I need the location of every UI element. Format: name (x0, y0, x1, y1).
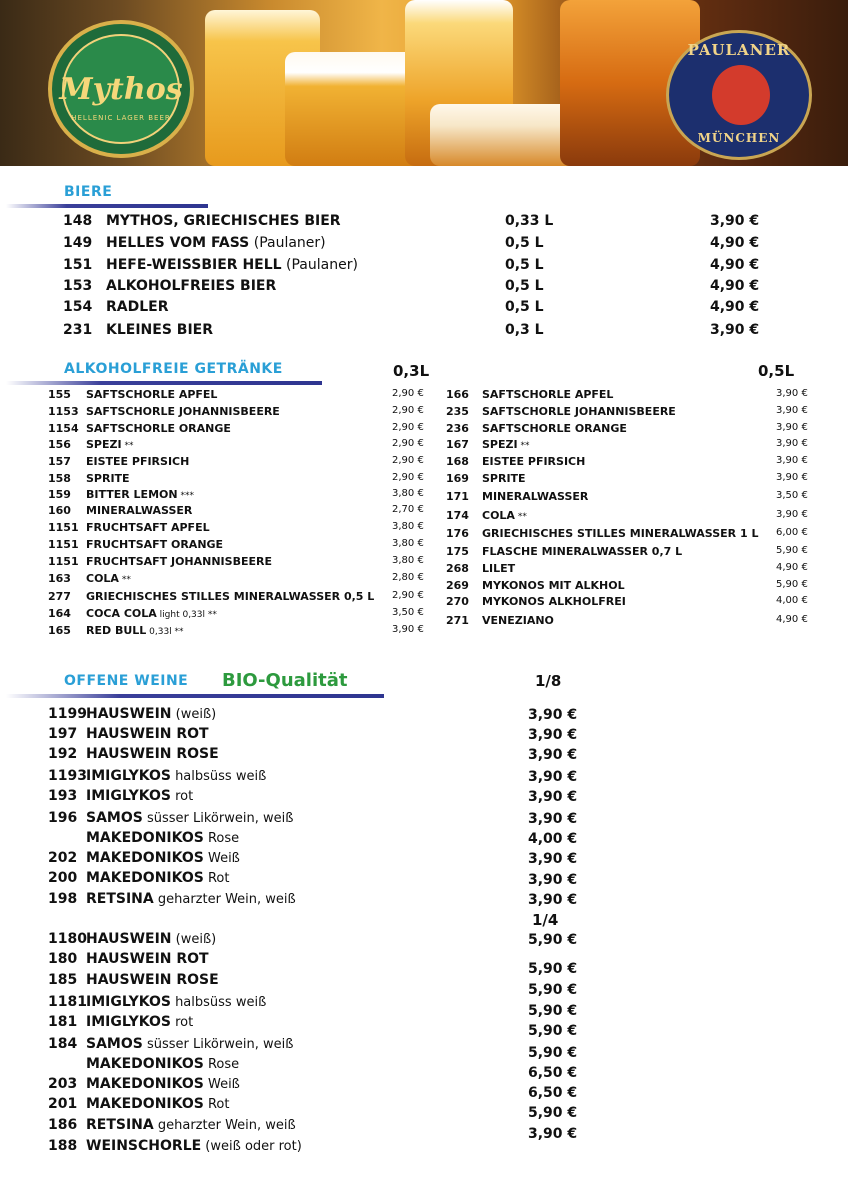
item-price: 3,90 € (392, 624, 424, 635)
item-number: 149 (63, 235, 93, 251)
item-name (86, 422, 231, 435)
item-note: süsser Likörwein, weiß (142, 811, 294, 826)
item-price: 4,90 € (710, 235, 760, 251)
item-price: 3,80 € (392, 521, 424, 532)
wine-quarter-price: 5,90 € (528, 1045, 578, 1061)
wine-quarter-price: 5,90 € (528, 1105, 578, 1121)
item-name (86, 994, 266, 1010)
item-note: ** (121, 441, 134, 451)
item-price: 3,90 € (528, 811, 578, 827)
item-number: 157 (48, 455, 71, 468)
item-name-text: MAKEDONIKOS (86, 830, 204, 846)
item-number: 180 (48, 951, 78, 967)
item-name (86, 951, 209, 967)
item-price: 3,80 € (392, 488, 424, 499)
item-name-text: SAMOS (86, 1036, 143, 1052)
item-number: 163 (48, 572, 71, 585)
item-name (106, 213, 341, 229)
item-price: 4,00 € (776, 595, 808, 606)
item-name (86, 1076, 240, 1092)
item-price: 3,90 € (528, 727, 578, 743)
item-price: 3,90 € (528, 851, 578, 867)
item-price: 2,70 € (392, 504, 424, 515)
item-name (86, 1117, 296, 1133)
item-name (482, 388, 613, 401)
item-name (86, 455, 189, 468)
item-price: 3,90 € (528, 892, 578, 908)
item-name (86, 405, 280, 418)
item-number: 186 (48, 1117, 78, 1133)
item-name (86, 788, 193, 804)
item-price: 2,90 € (392, 455, 424, 466)
bio-quality-label: BIO-Qualität (222, 670, 348, 691)
item-name (86, 590, 374, 603)
item-name-text: MINERALWASSER (86, 504, 193, 517)
item-name (86, 624, 184, 637)
item-name (86, 521, 210, 534)
item-price: 4,90 € (710, 257, 760, 273)
item-price: 4,90 € (710, 278, 760, 294)
item-name-text: RETSINA (86, 1117, 154, 1133)
item-number: 193 (48, 788, 78, 804)
item-price: 4,90 € (776, 614, 808, 625)
item-price: 3,50 € (776, 490, 808, 501)
item-number: 1193 (48, 768, 87, 784)
item-name-text: VENEZIANO (482, 614, 554, 627)
item-number: 1151 (48, 538, 79, 551)
item-name-text: RED BULL (86, 624, 147, 637)
item-name-text: FLASCHE MINERALWASSER 0,7 L (482, 545, 683, 558)
item-number: 153 (63, 278, 93, 294)
item-number: 231 (63, 322, 93, 338)
item-name-text: MAKEDONIKOS (86, 870, 204, 886)
item-number: 203 (48, 1076, 78, 1092)
item-number: 236 (446, 422, 469, 435)
item-note: (weiß) (171, 932, 217, 947)
item-note: halbsüss weiß (170, 995, 267, 1010)
item-number: 269 (446, 579, 469, 592)
item-note: rot (170, 1015, 194, 1030)
wine-quarter-price: 6,50 € (528, 1085, 578, 1101)
item-number: 167 (446, 438, 469, 451)
item-name-text: SAFTSCHORLE APFEL (482, 388, 614, 401)
size-header-eighth: 1/8 (535, 672, 562, 690)
section-divider (6, 204, 208, 208)
item-number: 160 (48, 504, 71, 517)
item-note: Rot (203, 1097, 230, 1112)
item-number: 171 (446, 490, 469, 503)
item-number: 155 (48, 388, 71, 401)
item-name-text: WEINSCHORLE (86, 1138, 202, 1154)
item-name-text: MYKONOS ALKHOLFREI (482, 595, 626, 608)
item-name-text: FRUCHTSAFT JOHANNISBEERE (86, 555, 272, 568)
item-name (106, 235, 326, 251)
item-price: 6,00 € (776, 527, 808, 538)
item-name (86, 706, 216, 722)
item-note: ** (514, 512, 527, 522)
item-number: 148 (63, 213, 93, 229)
item-price: 2,90 € (392, 422, 424, 433)
item-name (86, 830, 239, 846)
item-name (86, 768, 266, 784)
item-name (86, 1138, 302, 1154)
item-name-text: FRUCHTSAFT APFEL (86, 521, 210, 534)
item-name-text: HELLES VOM FASS (106, 235, 250, 251)
item-number: 1180 (48, 931, 87, 947)
item-price: 5,90 € (776, 579, 808, 590)
item-note: (weiß oder rot) (201, 1139, 302, 1154)
item-number: 176 (446, 527, 469, 540)
item-name-text: HAUSWEIN ROSE (86, 746, 219, 762)
item-name-text: SAFTSCHORLE ORANGE (86, 422, 231, 435)
item-number: 200 (48, 870, 78, 886)
beer-mug-image (285, 52, 425, 166)
item-name-text: SPRITE (482, 472, 526, 485)
item-name-text: HAUSWEIN (86, 706, 172, 722)
item-note: geharzter Wein, weiß (153, 1118, 296, 1133)
wine-quarter-price: 3,90 € (528, 1126, 578, 1142)
item-name (482, 527, 758, 540)
item-name-text: IMIGLYKOS (86, 994, 171, 1010)
item-name (86, 388, 217, 401)
item-name-text: BITTER LEMON (86, 488, 178, 501)
item-size: 0,5 L (505, 257, 544, 273)
item-name (482, 614, 554, 627)
item-name (482, 422, 627, 435)
wine-quarter-price: 5,90 € (528, 1003, 578, 1019)
item-price: 3,90 € (528, 789, 578, 805)
item-note: Rose (203, 1057, 240, 1072)
item-price: 3,90 € (528, 707, 578, 723)
item-number: 164 (48, 607, 71, 620)
item-note: Rose (203, 831, 240, 846)
item-note: Weiß (203, 851, 240, 866)
item-name-text: MAKEDONIKOS (86, 1096, 204, 1112)
item-name (86, 472, 130, 485)
item-name-text: SAFTSCHORLE JOHANNISBEERE (86, 405, 280, 418)
item-note: light 0,33l ** (156, 610, 217, 620)
item-name-text: MAKEDONIKOS (86, 1056, 204, 1072)
item-name (86, 726, 209, 742)
item-number: 185 (48, 972, 78, 988)
item-number: 270 (446, 595, 469, 608)
item-name-text: IMIGLYKOS (86, 1014, 171, 1030)
item-name (482, 438, 529, 451)
item-price: 3,80 € (392, 555, 424, 566)
item-name (86, 810, 293, 826)
item-name-text: GRIECHISCHES STILLES MINERALWASSER 0,5 L (86, 590, 375, 603)
item-name (482, 579, 625, 592)
item-price: 2,90 € (392, 472, 424, 483)
item-number: 197 (48, 726, 78, 742)
item-price: 3,90 € (776, 405, 808, 416)
item-name-text: COLA (482, 509, 515, 522)
item-name (86, 891, 296, 907)
item-number: 158 (48, 472, 71, 485)
item-name-text: MAKEDONIKOS (86, 1076, 204, 1092)
item-name-text: KLEINES BIER (106, 322, 214, 338)
item-price: 3,80 € (392, 538, 424, 549)
item-note: halbsüss weiß (170, 769, 267, 784)
item-name-text: EISTEE PFIRSICH (482, 455, 586, 468)
item-name (86, 504, 192, 517)
item-name-text: SPEZI (86, 438, 122, 451)
item-name-text: EISTEE PFIRSICH (86, 455, 190, 468)
item-size: 0,5 L (505, 235, 544, 251)
item-price: 3,90 € (528, 872, 578, 888)
item-note: 0,33l ** (146, 627, 184, 637)
item-note: (Paulaner) (281, 257, 358, 273)
item-number: 1181 (48, 994, 87, 1010)
item-name (482, 490, 588, 503)
item-name-text: COCA COLA (86, 607, 157, 620)
item-name-text: HEFE-WEISSBIER HELL (106, 257, 282, 273)
item-price: 2,80 € (392, 572, 424, 583)
wine-quarter-price: 6,50 € (528, 1065, 578, 1081)
item-note: Rot (203, 871, 230, 886)
item-note: *** (177, 491, 194, 501)
item-price: 3,90 € (776, 455, 808, 466)
item-name (86, 607, 217, 620)
item-price: 4,90 € (710, 299, 760, 315)
item-number: 1151 (48, 555, 79, 568)
item-name (86, 1096, 229, 1112)
item-number: 188 (48, 1138, 78, 1154)
item-name (106, 257, 358, 273)
item-price: 3,90 € (710, 322, 760, 338)
item-name (86, 931, 216, 947)
item-price: 3,90 € (776, 472, 808, 483)
item-name (86, 555, 272, 568)
item-name (86, 438, 133, 451)
item-number: 201 (48, 1096, 78, 1112)
item-name-text: SAFTSCHORLE JOHANNISBEERE (482, 405, 676, 418)
section-title-weine: OFFENE WEINE (64, 673, 189, 689)
item-name-text: SPRITE (86, 472, 130, 485)
item-note: rot (170, 789, 194, 804)
item-name-text: MYKONOS MIT ALKHOL (482, 579, 625, 592)
mythos-logo: Mythos HELLENIC LAGER BEER (48, 20, 194, 158)
item-price: 3,90 € (776, 422, 808, 433)
item-name (106, 322, 213, 338)
item-number: 168 (446, 455, 469, 468)
item-price: 2,90 € (392, 405, 424, 416)
item-name-text: ALKOHOLFREIES BIER (106, 278, 277, 294)
item-name (86, 488, 194, 501)
item-note: Weiß (203, 1077, 240, 1092)
item-name (482, 405, 676, 418)
item-name-text: SAFTSCHORLE ORANGE (482, 422, 627, 435)
item-price: 5,90 € (776, 545, 808, 556)
item-number: 165 (48, 624, 71, 637)
item-number: 166 (446, 388, 469, 401)
size-header-05: 0,5L (758, 362, 795, 380)
item-number: 169 (446, 472, 469, 485)
item-note: (Paulaner) (249, 235, 326, 251)
item-name-text: IMIGLYKOS (86, 788, 171, 804)
item-name-text: SAMOS (86, 810, 143, 826)
paulaner-logo: PAULANER MÜNCHEN (666, 30, 812, 160)
item-number: 198 (48, 891, 78, 907)
item-name-text: HAUSWEIN (86, 931, 172, 947)
item-number: 181 (48, 1014, 78, 1030)
size-header-quarter: 1/4 (532, 911, 559, 929)
item-name (86, 746, 219, 762)
item-name-text: MYTHOS, GRIECHISCHES BIER (106, 213, 341, 229)
item-number: 271 (446, 614, 469, 627)
item-number: 1154 (48, 422, 79, 435)
item-number: 175 (446, 545, 469, 558)
item-name-text: FRUCHTSAFT ORANGE (86, 538, 224, 551)
item-size: 0,5 L (505, 299, 544, 315)
item-number: 1199 (48, 706, 87, 722)
beer-glass-image (430, 104, 578, 166)
item-price: 2,90 € (392, 438, 424, 449)
item-size: 0,33 L (505, 213, 554, 229)
wine-quarter-price: 5,90 € (528, 961, 578, 977)
item-number: 202 (48, 850, 78, 866)
item-name (482, 455, 585, 468)
item-note: geharzter Wein, weiß (153, 892, 296, 907)
item-price: 4,90 € (776, 562, 808, 573)
item-name-text: SPEZI (482, 438, 518, 451)
item-name-text: GRIECHISCHES STILLES MINERALWASSER 1 L (482, 527, 759, 540)
item-price: 3,90 € (710, 213, 760, 229)
item-price: 3,90 € (776, 388, 808, 399)
item-number: 235 (446, 405, 469, 418)
item-name-text: LILET (482, 562, 516, 575)
item-name-text: HAUSWEIN ROSE (86, 972, 219, 988)
item-note: (weiß) (171, 707, 217, 722)
header-banner (0, 0, 848, 166)
item-price: 3,90 € (776, 438, 808, 449)
item-price: 3,90 € (528, 747, 578, 763)
section-title-alkoholfrei: ALKOHOLFREIE GETRÄNKE (64, 361, 283, 377)
item-name (482, 545, 682, 558)
item-name (482, 562, 515, 575)
item-name-text: HAUSWEIN ROT (86, 726, 209, 742)
item-name-text: MINERALWASSER (482, 490, 589, 503)
item-note: ** (118, 575, 131, 585)
item-name (482, 472, 526, 485)
item-number: 184 (48, 1036, 78, 1052)
item-price: 3,90 € (528, 769, 578, 785)
item-price: 4,00 € (528, 831, 578, 847)
item-number: 1153 (48, 405, 79, 418)
item-name-text: RETSINA (86, 891, 154, 907)
item-name (482, 595, 626, 608)
item-name (86, 538, 223, 551)
item-name-text: IMIGLYKOS (86, 768, 171, 784)
section-divider (6, 381, 322, 385)
item-price: 2,90 € (392, 590, 424, 601)
item-name (86, 850, 240, 866)
item-number: 277 (48, 590, 71, 603)
item-name-text: RADLER (106, 299, 169, 315)
item-number: 159 (48, 488, 71, 501)
item-name-text: HAUSWEIN ROT (86, 951, 209, 967)
item-name (86, 870, 229, 886)
item-name (106, 299, 169, 315)
item-name (86, 1014, 193, 1030)
section-divider (6, 694, 384, 698)
item-name-text: COLA (86, 572, 119, 585)
item-number: 174 (446, 509, 469, 522)
item-price: 2,90 € (392, 388, 424, 399)
item-name (86, 1036, 293, 1052)
item-number: 192 (48, 746, 78, 762)
item-name-text: SAFTSCHORLE APFEL (86, 388, 218, 401)
item-name-text: MAKEDONIKOS (86, 850, 204, 866)
wine-quarter-price: 5,90 € (528, 982, 578, 998)
wine-quarter-price: 5,90 € (528, 1023, 578, 1039)
item-number: 268 (446, 562, 469, 575)
item-size: 0,5 L (505, 278, 544, 294)
item-name (86, 972, 219, 988)
item-note: süsser Likörwein, weiß (142, 1037, 294, 1052)
size-header-03: 0,3L (393, 362, 430, 380)
section-title-biere: BIERE (64, 184, 113, 200)
wine-quarter-price: 5,90 € (528, 932, 578, 948)
item-number: 1151 (48, 521, 79, 534)
item-note: ** (517, 441, 530, 451)
item-name (482, 509, 527, 522)
item-size: 0,3 L (505, 322, 544, 338)
item-number: 151 (63, 257, 93, 273)
item-name (86, 572, 131, 585)
item-price: 3,90 € (776, 509, 808, 520)
item-number: 196 (48, 810, 78, 826)
item-price: 3,50 € (392, 607, 424, 618)
item-name (106, 278, 276, 294)
item-number: 156 (48, 438, 71, 451)
monk-portrait-icon (712, 65, 770, 125)
item-name (86, 1056, 239, 1072)
item-number: 154 (63, 299, 93, 315)
